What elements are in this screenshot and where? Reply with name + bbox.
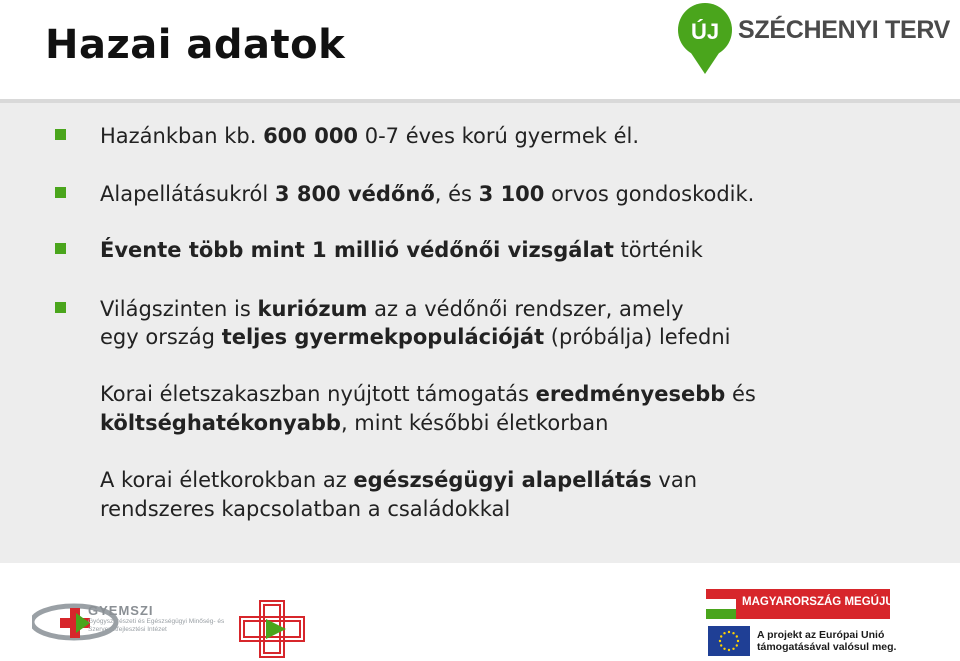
page-title: Hazai adatok bbox=[45, 22, 346, 68]
medical-cross-icon bbox=[238, 599, 308, 659]
footer-logos bbox=[0, 563, 960, 661]
gyemszi-name: GYEMSZI bbox=[88, 603, 154, 618]
text-run: Alapellátásukról bbox=[100, 182, 275, 206]
bold-run: Évente több mint 1 millió védőnői vizsgálat bbox=[100, 238, 614, 262]
hu-badge-text: MAGYARORSZÁG MEGÚJUL bbox=[742, 596, 901, 608]
logo-badge-text: ÚJ bbox=[690, 19, 720, 44]
text-run: az a védőnői rendszer, amely bbox=[367, 297, 684, 321]
text-run: (próbálja) lefedni bbox=[544, 325, 731, 349]
square-bullet-icon bbox=[55, 187, 66, 198]
bullet-text-1 bbox=[100, 122, 639, 151]
szechenyi-terv-logo bbox=[676, 2, 951, 82]
text-run: , mint későbbi életkorban bbox=[340, 411, 609, 435]
text-run: orvos gondoskodik. bbox=[544, 182, 755, 206]
text-run: történik bbox=[613, 238, 703, 262]
eu-star bbox=[732, 648, 734, 650]
gyemszi-subtitle: Gyógyszerészeti és Egészségügyi Minőség- és Szervezetfejlesztési Intézet bbox=[88, 618, 225, 633]
text-run: , és bbox=[434, 182, 479, 206]
bold-run: 600 000 bbox=[263, 124, 359, 148]
eu-star bbox=[720, 635, 722, 637]
text-run: Világszinten is bbox=[100, 297, 258, 321]
bullet-text-2 bbox=[100, 180, 754, 209]
eu-star bbox=[728, 631, 730, 633]
bold-run: eredményesebb bbox=[535, 382, 726, 406]
eu-star bbox=[723, 648, 725, 650]
map-pin-logo-icon bbox=[676, 2, 734, 80]
eu-star bbox=[723, 632, 725, 634]
bold-run: teljes gyermekpopulációját bbox=[221, 325, 545, 349]
eu-star bbox=[732, 632, 734, 634]
bold-run: egészségügyi alapellátás bbox=[353, 468, 652, 492]
eu-star bbox=[736, 644, 738, 646]
text-line-1 bbox=[100, 323, 731, 352]
text-run: Korai életszakaszban nyújtott támogatás bbox=[100, 382, 536, 406]
square-bullet-icon bbox=[55, 302, 66, 313]
text-line-3 bbox=[100, 409, 608, 438]
text-run: rendszeres kapcsolatban a családokkal bbox=[100, 497, 511, 521]
text-run: egy ország bbox=[100, 325, 222, 349]
eu-star bbox=[719, 640, 721, 642]
bold-run: kuriózum bbox=[257, 297, 368, 321]
logo-wordmark: SZÉCHENYI TERV bbox=[738, 16, 951, 44]
eu-star bbox=[736, 635, 738, 637]
eu-support-text: A projekt az Európai Unió támogatásával valósul meg. bbox=[757, 629, 897, 653]
eu-star bbox=[720, 644, 722, 646]
text-line-4 bbox=[100, 466, 697, 495]
text-run: és bbox=[725, 382, 756, 406]
square-bullet-icon bbox=[55, 129, 66, 140]
text-run: A korai életkorokban az bbox=[100, 468, 354, 492]
text-run: Hazánkban kb. bbox=[100, 124, 264, 148]
text-run: 0-7 éves korú gyermek él. bbox=[358, 124, 640, 148]
text-line-2 bbox=[100, 380, 756, 409]
text-run: van bbox=[651, 468, 697, 492]
bullet-text-4 bbox=[100, 295, 684, 324]
eu-star bbox=[728, 649, 730, 651]
eu-star bbox=[737, 640, 739, 642]
bold-run: költséghatékonyabb bbox=[100, 411, 341, 435]
bullet-text-3 bbox=[100, 236, 703, 265]
bold-run: 3 800 védőnő bbox=[274, 182, 435, 206]
square-bullet-icon bbox=[55, 243, 66, 254]
text-line-5 bbox=[100, 495, 510, 524]
content-panel bbox=[0, 103, 960, 563]
eu-flag-icon bbox=[708, 626, 750, 656]
bold-run: 3 100 bbox=[478, 182, 545, 206]
